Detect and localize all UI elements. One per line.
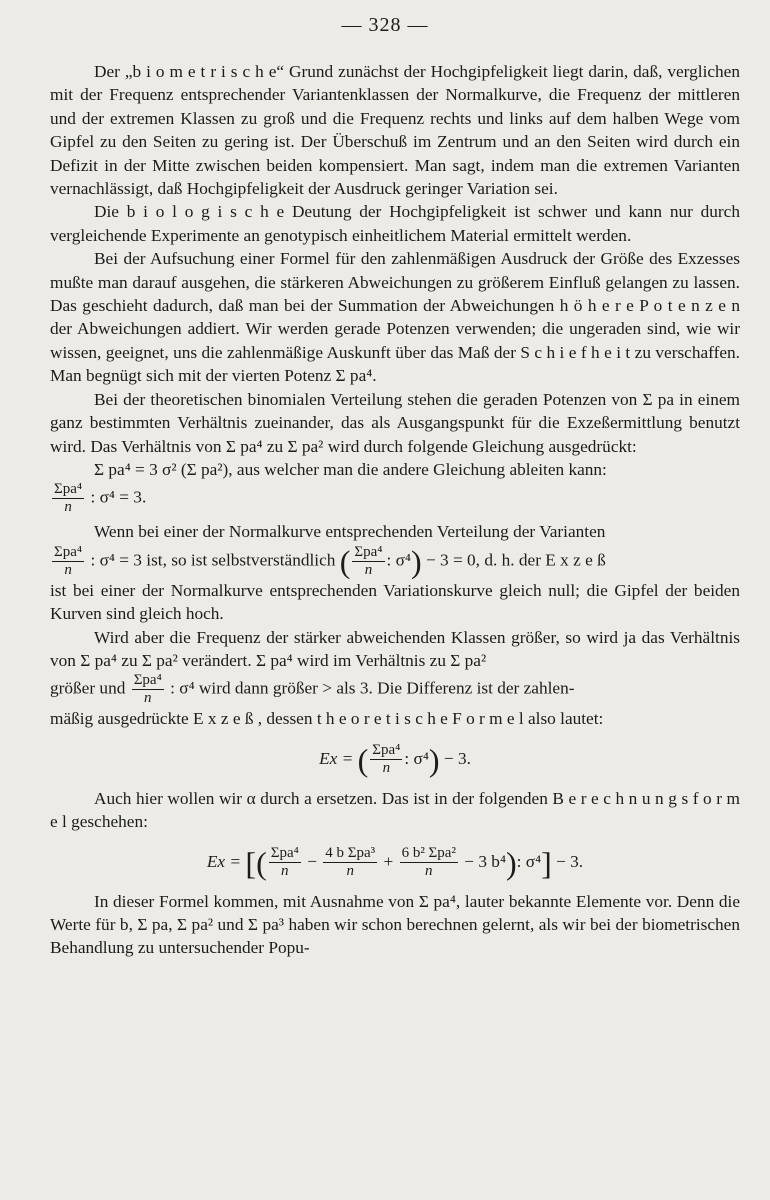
fraction-denominator: n — [281, 863, 289, 880]
fraction-numerator: Σpa⁴ — [54, 481, 83, 498]
paragraph-7: Auch hier wollen wir α durch a ersetzen. Das ist in der folgenden B e r e c h n u n g s f o r m e l geschehen: — [50, 788, 740, 832]
formula2-tail: − 3. — [556, 851, 584, 871]
formula2-inner: : σ⁴ — [516, 851, 542, 871]
paragraph-6-last: mäßig ausgedrückte E x z e ß , dessen t h e o r e t i s c h e F o r m e l also lautet: — [50, 709, 604, 729]
para5-paren-inner: : σ⁴ — [386, 550, 411, 570]
para5-paren-fraction — [352, 544, 384, 579]
formula1-inner: : σ⁴ — [404, 748, 429, 768]
paragraph-8: In dieser Formel kommen, mit Ausnahme von Σ pa⁴, lauter bekannte Elemente vor. Denn die Werte für b, Σ pa, Σ pa² und Σ pa³ haben wir schon berechnen gelernt, als wir bei der biometrischen Behandlung zu untersuchender Popu- — [50, 891, 740, 958]
fraction-numerator: Σpa⁴ — [54, 543, 83, 560]
para5-fraction — [52, 544, 84, 579]
paragraph-3: Bei der Aufsuchung einer Formel für den zahlenmäßigen Ausdruck der Größe des Exzesses mußte man darauf ausgehen, die stärkeren Abweichungen zu größerem Einfluß gelangen zu lassen. Das geschieht dadurch, daß man bei der Summation der Abweichungen h ö h e r e P o t e n z e n der Abweichungen addiert. Wir werden gerade Potenzen verwenden; die ungeraden sind, wie wir wissen, geeignet, uns die zahlenmäßige Auskunft über das Maß der S c h i e f h e i t zu verschaffen. Man begnügt sich mit der vierten Potenz Σ pa⁴. — [50, 249, 740, 386]
paragraph-6-formula-line — [50, 672, 740, 707]
formula2-term2 — [323, 845, 377, 880]
page-number: — 328 — — [341, 14, 429, 36]
page-body — [50, 60, 740, 960]
fraction-denominator: n — [425, 863, 433, 880]
equation-2 — [50, 481, 740, 516]
fraction-numerator: 4 b Σpa³ — [325, 845, 376, 862]
fraction-numerator: Σpa⁴ — [133, 672, 162, 689]
fraction-denominator: n — [346, 863, 354, 880]
fraction-denominator: n — [364, 561, 373, 578]
right-paren: ) — [410, 543, 422, 580]
fraction-numerator: 6 b² Σpa² — [401, 845, 456, 862]
fraction-numerator: Σpa⁴ — [372, 742, 401, 759]
fraction-denominator: n — [144, 690, 152, 707]
para6-lead: größer und — [50, 678, 126, 698]
equation-2-rest: : σ⁴ = 3. — [90, 487, 147, 507]
fraction-denominator: n — [64, 499, 72, 516]
right-paren: ) — [428, 741, 440, 778]
fraction-numerator: Σpa⁴ — [270, 845, 299, 862]
paragraph-5-first: Wenn bei einer der Normalkurve entsprechenden Verteilung der Varianten — [94, 522, 606, 542]
formula-excess-calculation — [50, 840, 740, 884]
equation-2-fraction — [52, 481, 84, 516]
formula-excess-theoretical — [50, 737, 740, 781]
formula-lhs: Ex = — [206, 851, 242, 871]
fraction-numerator: Σpa⁴ — [354, 543, 383, 560]
fraction-denominator: n — [64, 561, 72, 578]
left-paren: ( — [339, 543, 351, 580]
left-bracket: [( — [245, 844, 267, 881]
right-bracket: ] — [541, 844, 552, 881]
equation-1: Σ pa⁴ = 3 σ² (Σ pa²), aus welcher man die andere Gleichung ableiten kann: — [94, 459, 607, 479]
para5-after: − 3 = 0, d. h. der E x z e ß — [425, 550, 606, 570]
paragraph-1: Der „b i o m e t r i s c h e“ Grund zunächst der Hochgipfeligkeit liegt darin, daß, verglichen mit der Frequenz entsprechender Variantenklassen der Normalkurve, die Frequenz der mittleren und der extremen Klassen zu groß und die Frequenz rechts und links auf dem halben Wege vom Gipfel zu den Seiten zu gering ist. Der Überschuß im Zentrum und an den Seiten wird durch ein Defizit in der Mitte zwischen beiden kompensiert. Man sagt, indem man die extremen Varianten vernachlässigt, daß Hochgipfeligkeit der Ausdruck geringer Variation sei. — [50, 62, 740, 199]
formula2-term3 — [400, 845, 458, 880]
para5-mid: : σ⁴ = 3 ist, so ist selbstverständlich — [90, 550, 336, 570]
formula2-op2: + — [383, 851, 394, 871]
para6-fraction — [132, 672, 164, 707]
formula1-fraction — [370, 742, 402, 777]
formula2-term4: − 3 b⁴ — [464, 851, 506, 871]
fraction-denominator: n — [382, 760, 391, 777]
formula-lhs: Ex = — [319, 748, 354, 768]
paragraph-5-formula-line — [50, 544, 740, 579]
paragraph-4: Bei der theoretischen binomialen Verteilung stehen die geraden Potenzen von Σ pa in einem ganz bestimmten Verhältnis zueinander, das als Ausgangspunkt für die Exzeßermittlung benutzt wird. Das Verhältnis von Σ pa⁴ zu Σ pa² wird durch folgende Gleichung ausgedrückt: — [50, 389, 740, 456]
formula2-term1 — [269, 845, 301, 880]
right-paren: ) — [505, 844, 517, 881]
formula1-tail: − 3. — [443, 748, 471, 768]
para6-mid: : σ⁴ wird dann größer > als 3. Die Differenz ist der zahlen- — [170, 678, 575, 698]
paragraph-6-first: Wird aber die Frequenz der stärker abweichenden Klassen größer, so wird ja das Verhältnis von Σ pa⁴ zu Σ pa² verändert. Σ pa⁴ wird im Verhältnis zu Σ pa² — [50, 627, 740, 670]
left-paren: ( — [357, 741, 369, 778]
paragraph-2: Die b i o l o g i s c h e Deutung der Hochgipfeligkeit ist schwer und kann nur durch vergleichende Experimente an genotypisch einheitlichem Material ermittelt werden. — [50, 202, 740, 245]
formula2-op1: − — [307, 851, 317, 871]
paragraph-5-rest: ist bei einer der Normalkurve entsprechenden Variationskurve gleich null; die Gipfel der beiden Kurven sind gleich hoch. — [50, 580, 740, 624]
